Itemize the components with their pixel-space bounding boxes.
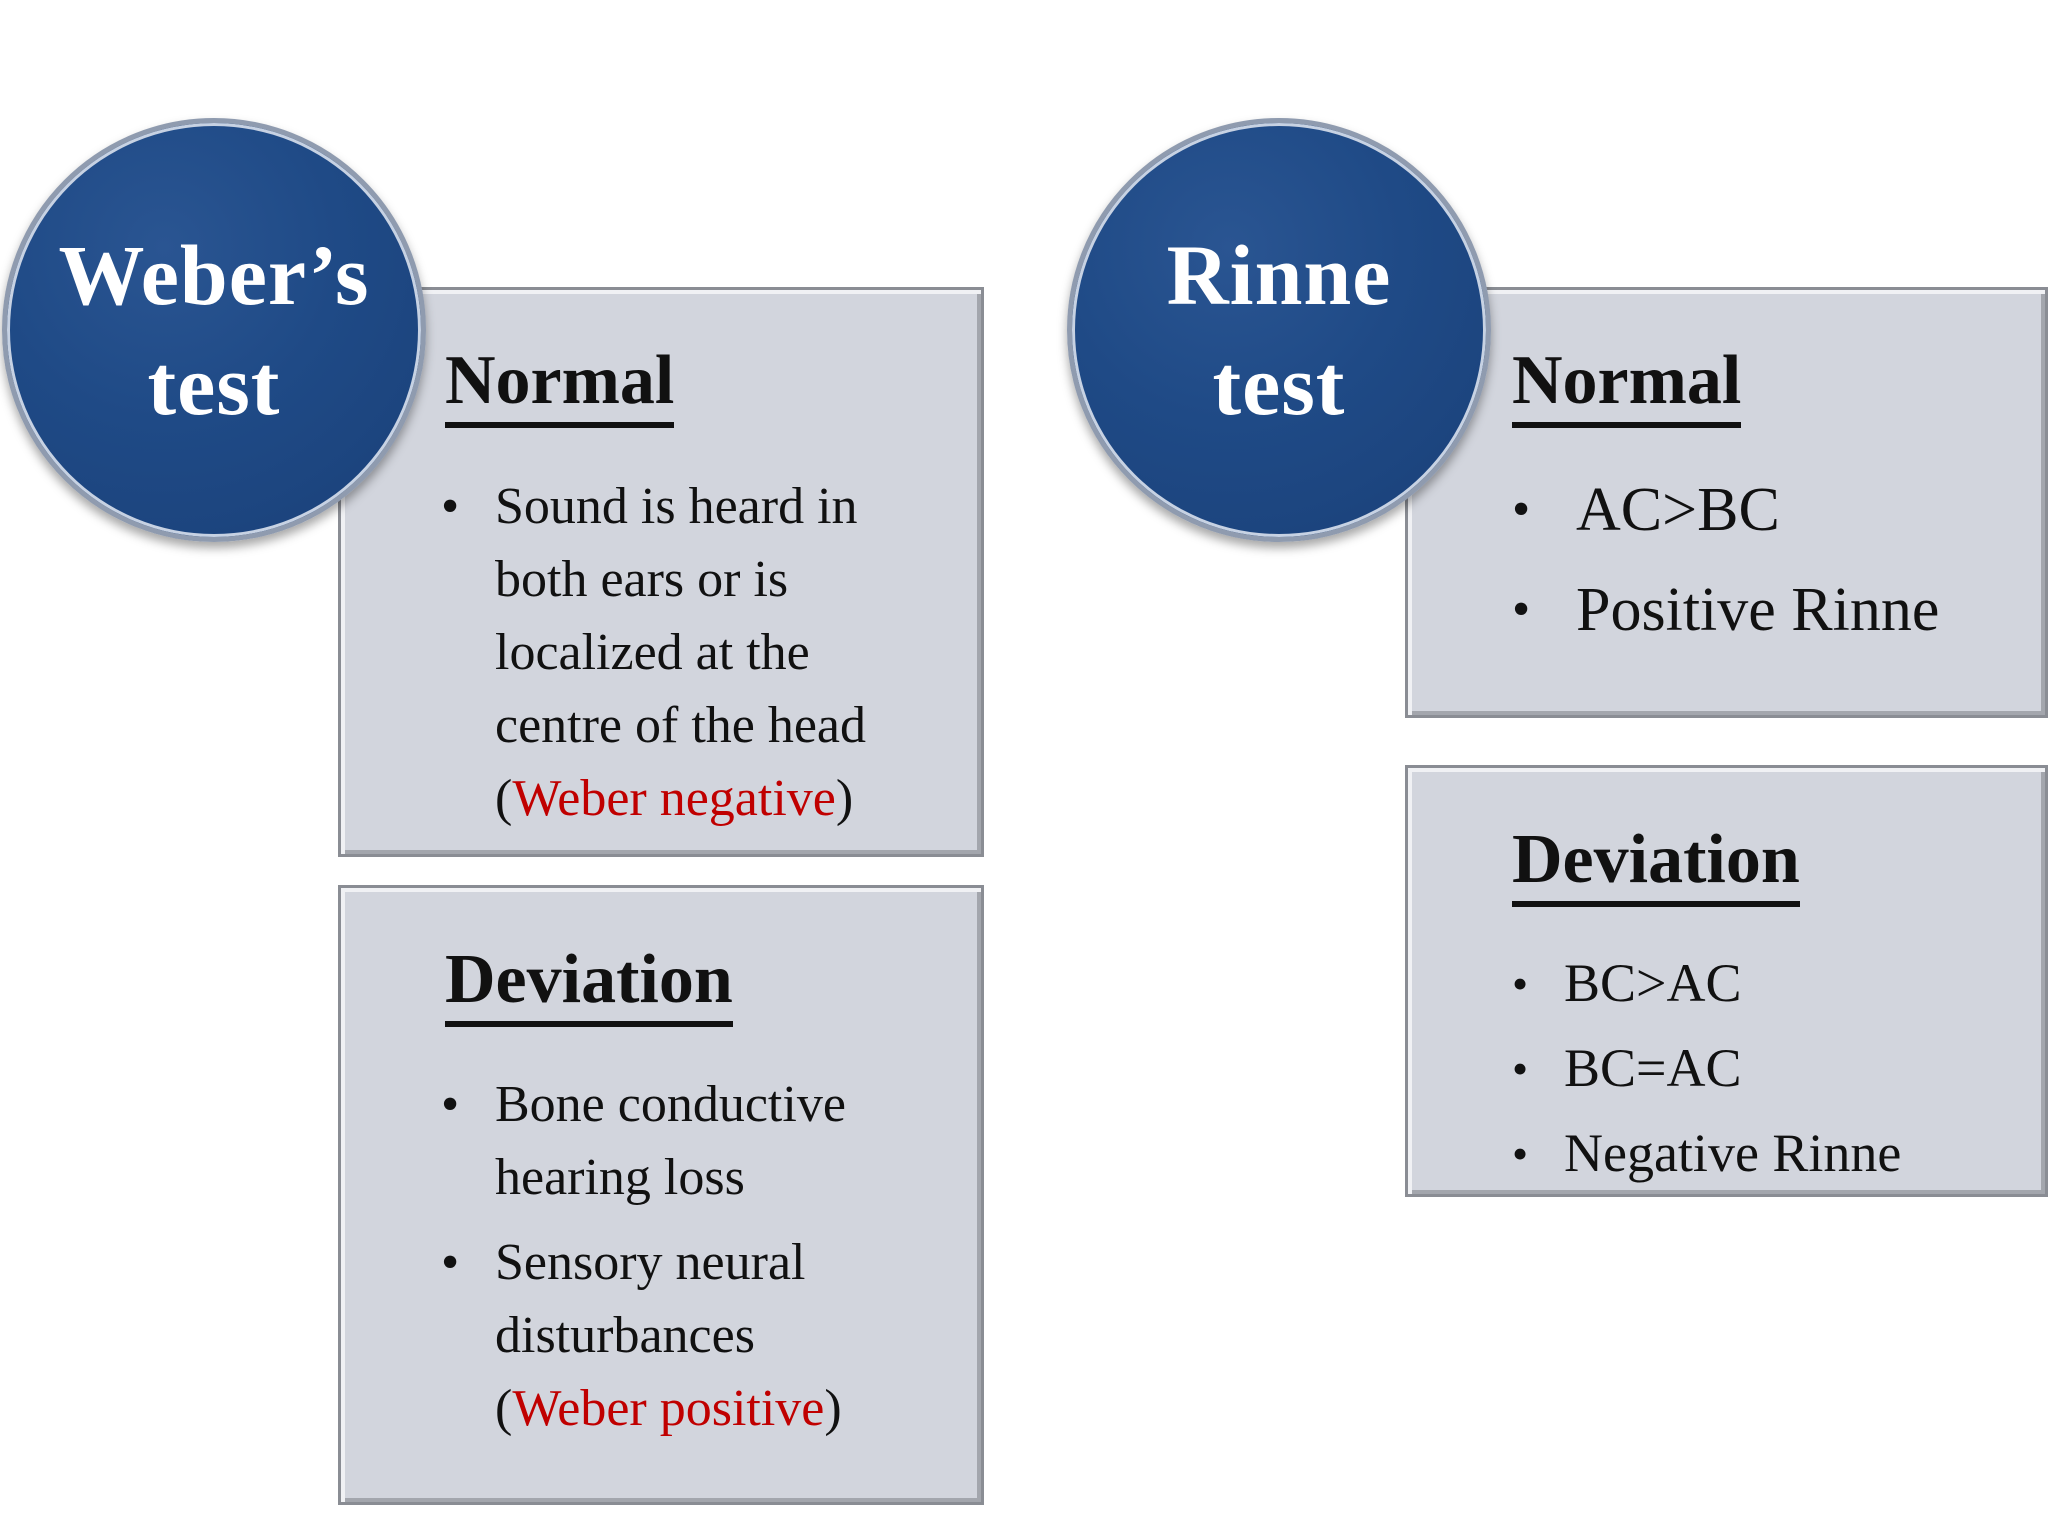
weber-normal-heading: Normal <box>445 346 674 428</box>
rinne-normal-heading: Normal <box>1512 346 1741 428</box>
list-item: • BC=AC <box>1512 1026 1901 1111</box>
list-item: • AC>BC <box>1512 460 1939 560</box>
weber-deviation-box <box>338 885 984 1505</box>
list-item: • BC>AC <box>1512 941 1901 1026</box>
weber-positive-label: Weber positive <box>512 1380 825 1437</box>
weber-normal-box <box>338 287 984 857</box>
rinne-deviation-list <box>1512 941 1901 1196</box>
rinne-deviation-heading: Deviation <box>1512 825 1800 907</box>
rinne-normal-list <box>1512 460 1939 660</box>
weber-negative-label: Weber negative <box>512 770 836 827</box>
list-item: • Bone conductive hearing loss <box>441 1068 846 1214</box>
weber-test-circle <box>2 118 426 542</box>
rinne-normal-box <box>1405 287 2048 718</box>
rinne-test-circle <box>1067 118 1491 542</box>
list-item: • Sensory neural disturbances (Weber positive) <box>441 1226 846 1445</box>
weber-normal-list <box>441 470 866 835</box>
list-item: • Positive Rinne <box>1512 560 1939 660</box>
weber-deviation-heading: Deviation <box>445 945 733 1027</box>
list-item: • Negative Rinne <box>1512 1111 1901 1196</box>
weber-test-title: Weber’s test <box>58 227 370 433</box>
weber-deviation-list <box>441 1068 846 1445</box>
rinne-deviation-box <box>1405 765 2048 1197</box>
list-item: • Sound is heard in both ears or is localized at the centre of the head (Weber negative) <box>441 470 866 835</box>
rinne-test-title: Rinne test <box>1166 227 1392 433</box>
